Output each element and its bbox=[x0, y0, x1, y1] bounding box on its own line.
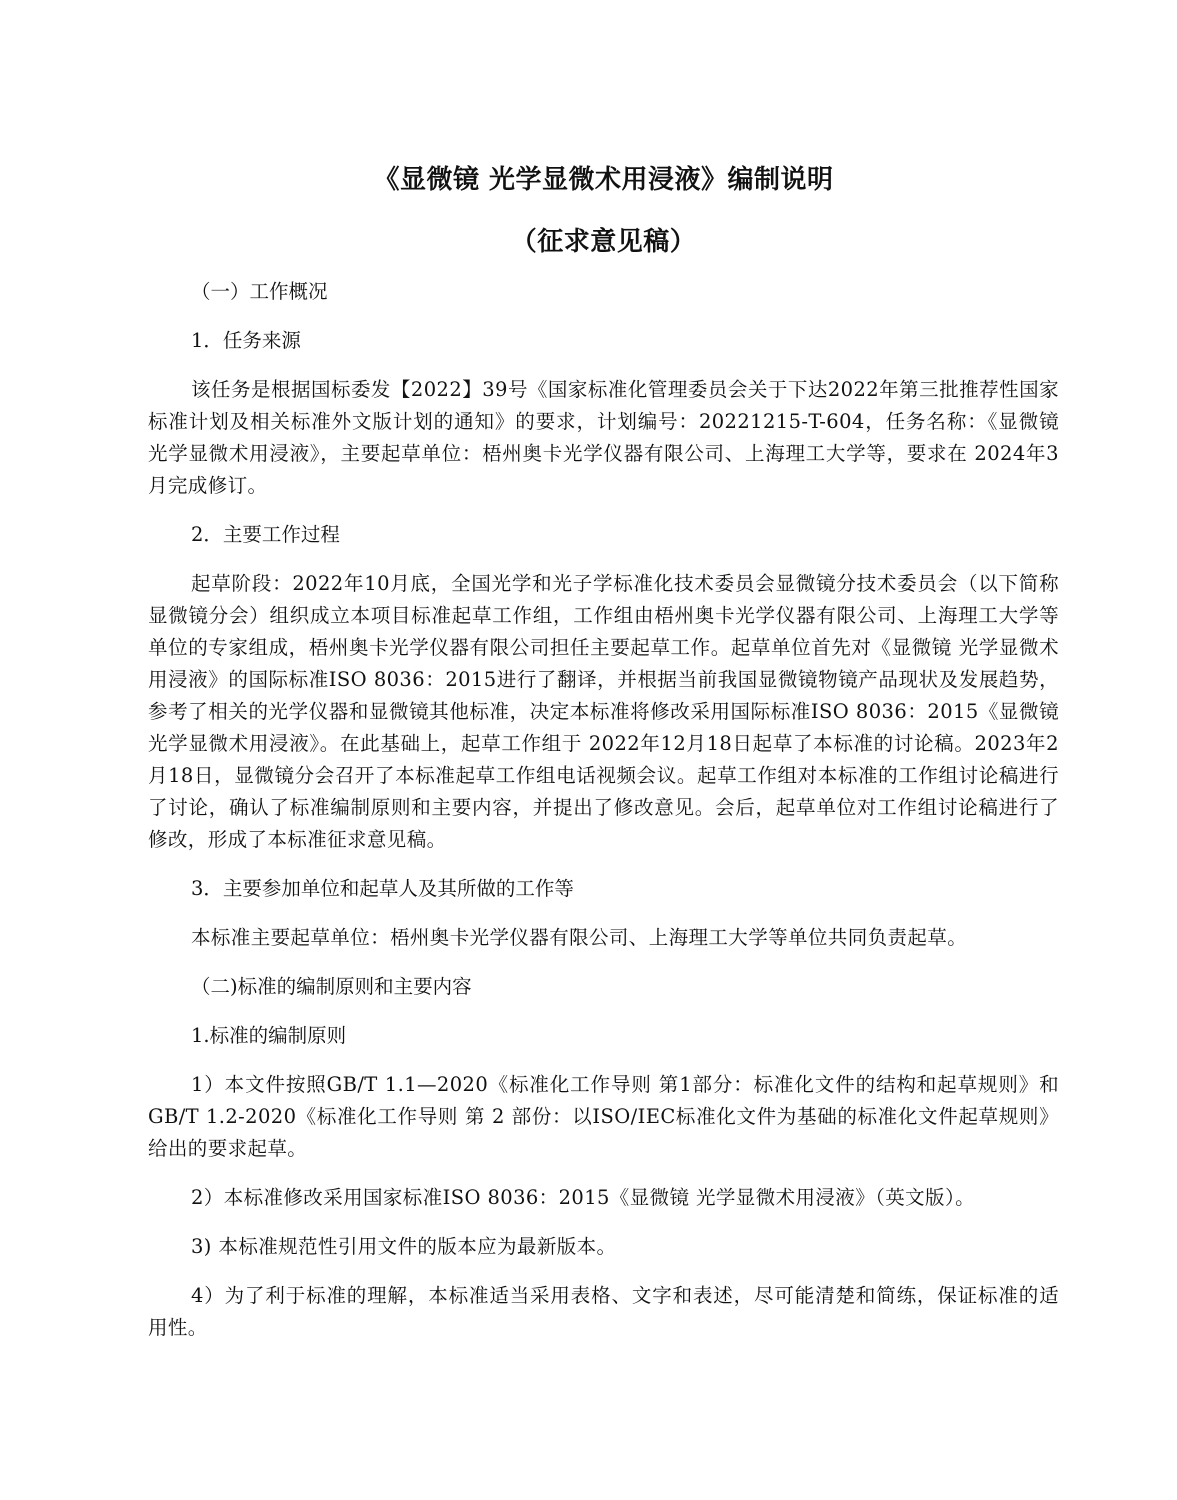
section-heading-principles: 1.标准的编制原则 bbox=[191, 1024, 347, 1047]
paragraph-principle-4: 4）为了利于标准的理解，本标准适当采用表格、文字和表述，尽可能清楚和简练，保证标准的适用性。 bbox=[148, 1284, 1059, 1339]
paragraph-principle-1: 1）本文件按照GB/T 1.1—2020《标准化工作导则 第1部分：标准化文件的结构和起草规则》和GB/T 1.2-2020《标准化工作导则 第 2 部份：以ISO/IEC标准化文件为基础的标准化文件起草规则》给出的要求起草。 bbox=[148, 1073, 1059, 1160]
document-page bbox=[148, 0, 1059, 1500]
paragraph-principle-2: 2）本标准修改采用国家标准ISO 8036：2015《显微镜 光学显微术用浸液》（英文版）。 bbox=[191, 1186, 976, 1209]
section-heading-participants: 3．主要参加单位和起草人及其所做的工作等 bbox=[191, 877, 574, 900]
section-heading-task-source: 1．任务来源 bbox=[191, 329, 301, 352]
document-title: 《显微镜 光学显微术用浸液》编制说明 bbox=[373, 165, 834, 195]
document-subtitle: （征求意见稿） bbox=[510, 227, 697, 257]
section-heading-work-overview: （一）工作概况 bbox=[191, 280, 328, 303]
section-heading-principles-content: （二)标准的编制原则和主要内容 bbox=[191, 975, 472, 998]
document-body bbox=[148, 276, 1059, 1344]
paragraph-task-source: 该任务是根据国标委发【2022】39号《国家标准化管理委员会关于下达2022年第三批推荐性国家标准计划及相关标准外文版计划的通知》的要求，计划编号：20221215-T-604，任务名称：《显微镜 光学显微术用浸液》，主要起草单位：梧州奥卡光学仪器有限公司、上海理工大学等，要求在 2024年3月完成修订。 bbox=[148, 378, 1059, 497]
section-heading-work-process: 2．主要工作过程 bbox=[191, 523, 340, 546]
paragraph-participants: 本标准主要起草单位：梧州奥卡光学仪器有限公司、上海理工大学等单位共同负责起草。 bbox=[191, 926, 968, 949]
paragraph-work-process: 起草阶段：2022年10月底，全国光学和光子学标准化技术委员会显微镜分技术委员会（以下简称显微镜分会）组织成立本项目标准起草工作组，工作组由梧州奥卡光学仪器有限公司、上海理工大学等单位的专家组成，梧州奥卡光学仪器有限公司担任主要起草工作。起草单位首先对《显微镜 光学显微术用浸液》的国际标准ISO 8036：2015进行了翻译，并根据当前我国显微镜物镜产品现状及发展趋势，参考了相关的光学仪器和显微镜其他标准，决定本标准将修改采用国际标准ISO 8036：2015《显微镜 光学显微术用浸液》。在此基础上，起草工作组于 2022年12月18日起草了本标准的讨论稿。2023年2月18日，显微镜分会召开了本标准起草工作组电话视频会议。起草工作组对本标准的工作组讨论稿进行了讨论，确认了标准编制原则和主要内容，并提出了修改意见。会后，起草单位对工作组讨论稿进行了修改，形成了本标准征求意见稿。 bbox=[148, 572, 1059, 851]
paragraph-principle-3: 3) 本标准规范性引用文件的版本应为最新版本。 bbox=[191, 1235, 617, 1258]
